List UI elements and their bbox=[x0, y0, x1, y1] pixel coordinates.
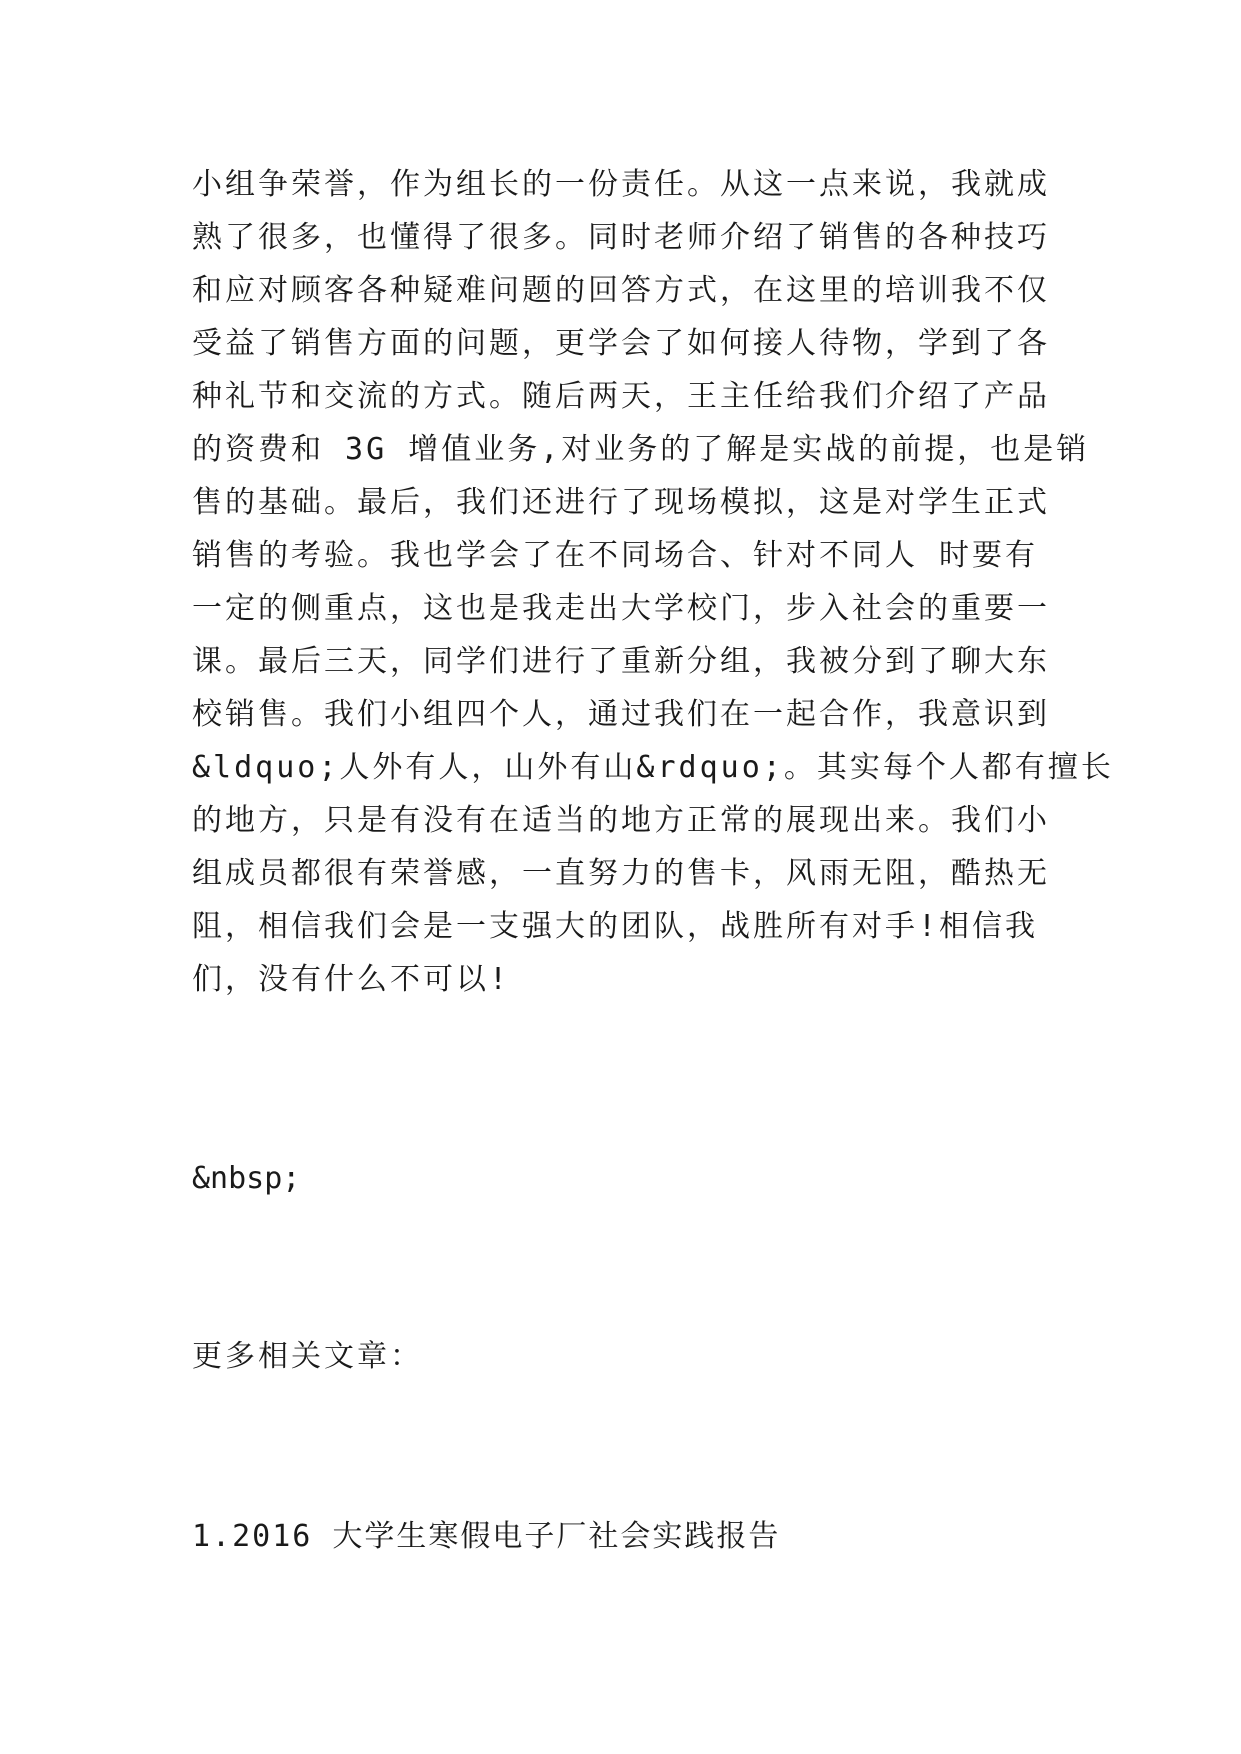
related-article-link[interactable]: 1.2016 大学生寒假电子厂社会实践报告 bbox=[192, 1519, 781, 1554]
paragraph-line: 们，没有什么不可以! bbox=[192, 962, 511, 997]
body-paragraph bbox=[192, 158, 1114, 1006]
paragraph-line: &ldquo;人外有人，山外有山&rdquo;。其实每个人都有擅长 bbox=[192, 750, 1114, 785]
paragraph-line: 课。最后三天，同学们进行了重新分组，我被分到了聊大东 bbox=[192, 644, 1050, 679]
paragraph-line: 受益了销售方面的问题，更学会了如何接人待物，学到了各 bbox=[192, 326, 1050, 361]
paragraph-line: 熟了很多，也懂得了很多。同时老师介绍了销售的各种技巧 bbox=[192, 220, 1050, 255]
paragraph-line: 组成员都很有荣誉感，一直努力的售卡，风雨无阻，酷热无 bbox=[192, 856, 1050, 891]
paragraph-line: 的地方，只是有没有在适当的地方正常的展现出来。我们小 bbox=[192, 803, 1050, 838]
paragraph-line: 一定的侧重点，这也是我走出大学校门，步入社会的重要一 bbox=[192, 591, 1050, 626]
paragraph-line: 销售的考验。我也学会了在不同场合、针对不同人 时要有 bbox=[192, 538, 1039, 573]
paragraph-line: 小组争荣誉，作为组长的一份责任。从这一点来说，我就成 bbox=[192, 167, 1050, 202]
paragraph-line: 种礼节和交流的方式。随后两天，王主任给我们介绍了产品 bbox=[192, 379, 1050, 414]
paragraph-line: 阻，相信我们会是一支强大的团队，战胜所有对手!相信我 bbox=[192, 909, 1039, 944]
paragraph-line: 的资费和 3G 增值业务,对业务的了解是实战的前提，也是销 bbox=[192, 432, 1090, 467]
more-articles-heading: 更多相关文章： bbox=[192, 1339, 423, 1374]
paragraph-line: 和应对顾客各种疑难问题的回答方式，在这里的培训我不仅 bbox=[192, 273, 1050, 308]
paragraph-line: 校销售。我们小组四个人，通过我们在一起合作，我意识到 bbox=[192, 697, 1050, 732]
nbsp-paragraph: &nbsp; bbox=[192, 1161, 301, 1196]
paragraph-line: 售的基础。最后，我们还进行了现场模拟，这是对学生正式 bbox=[192, 485, 1050, 520]
